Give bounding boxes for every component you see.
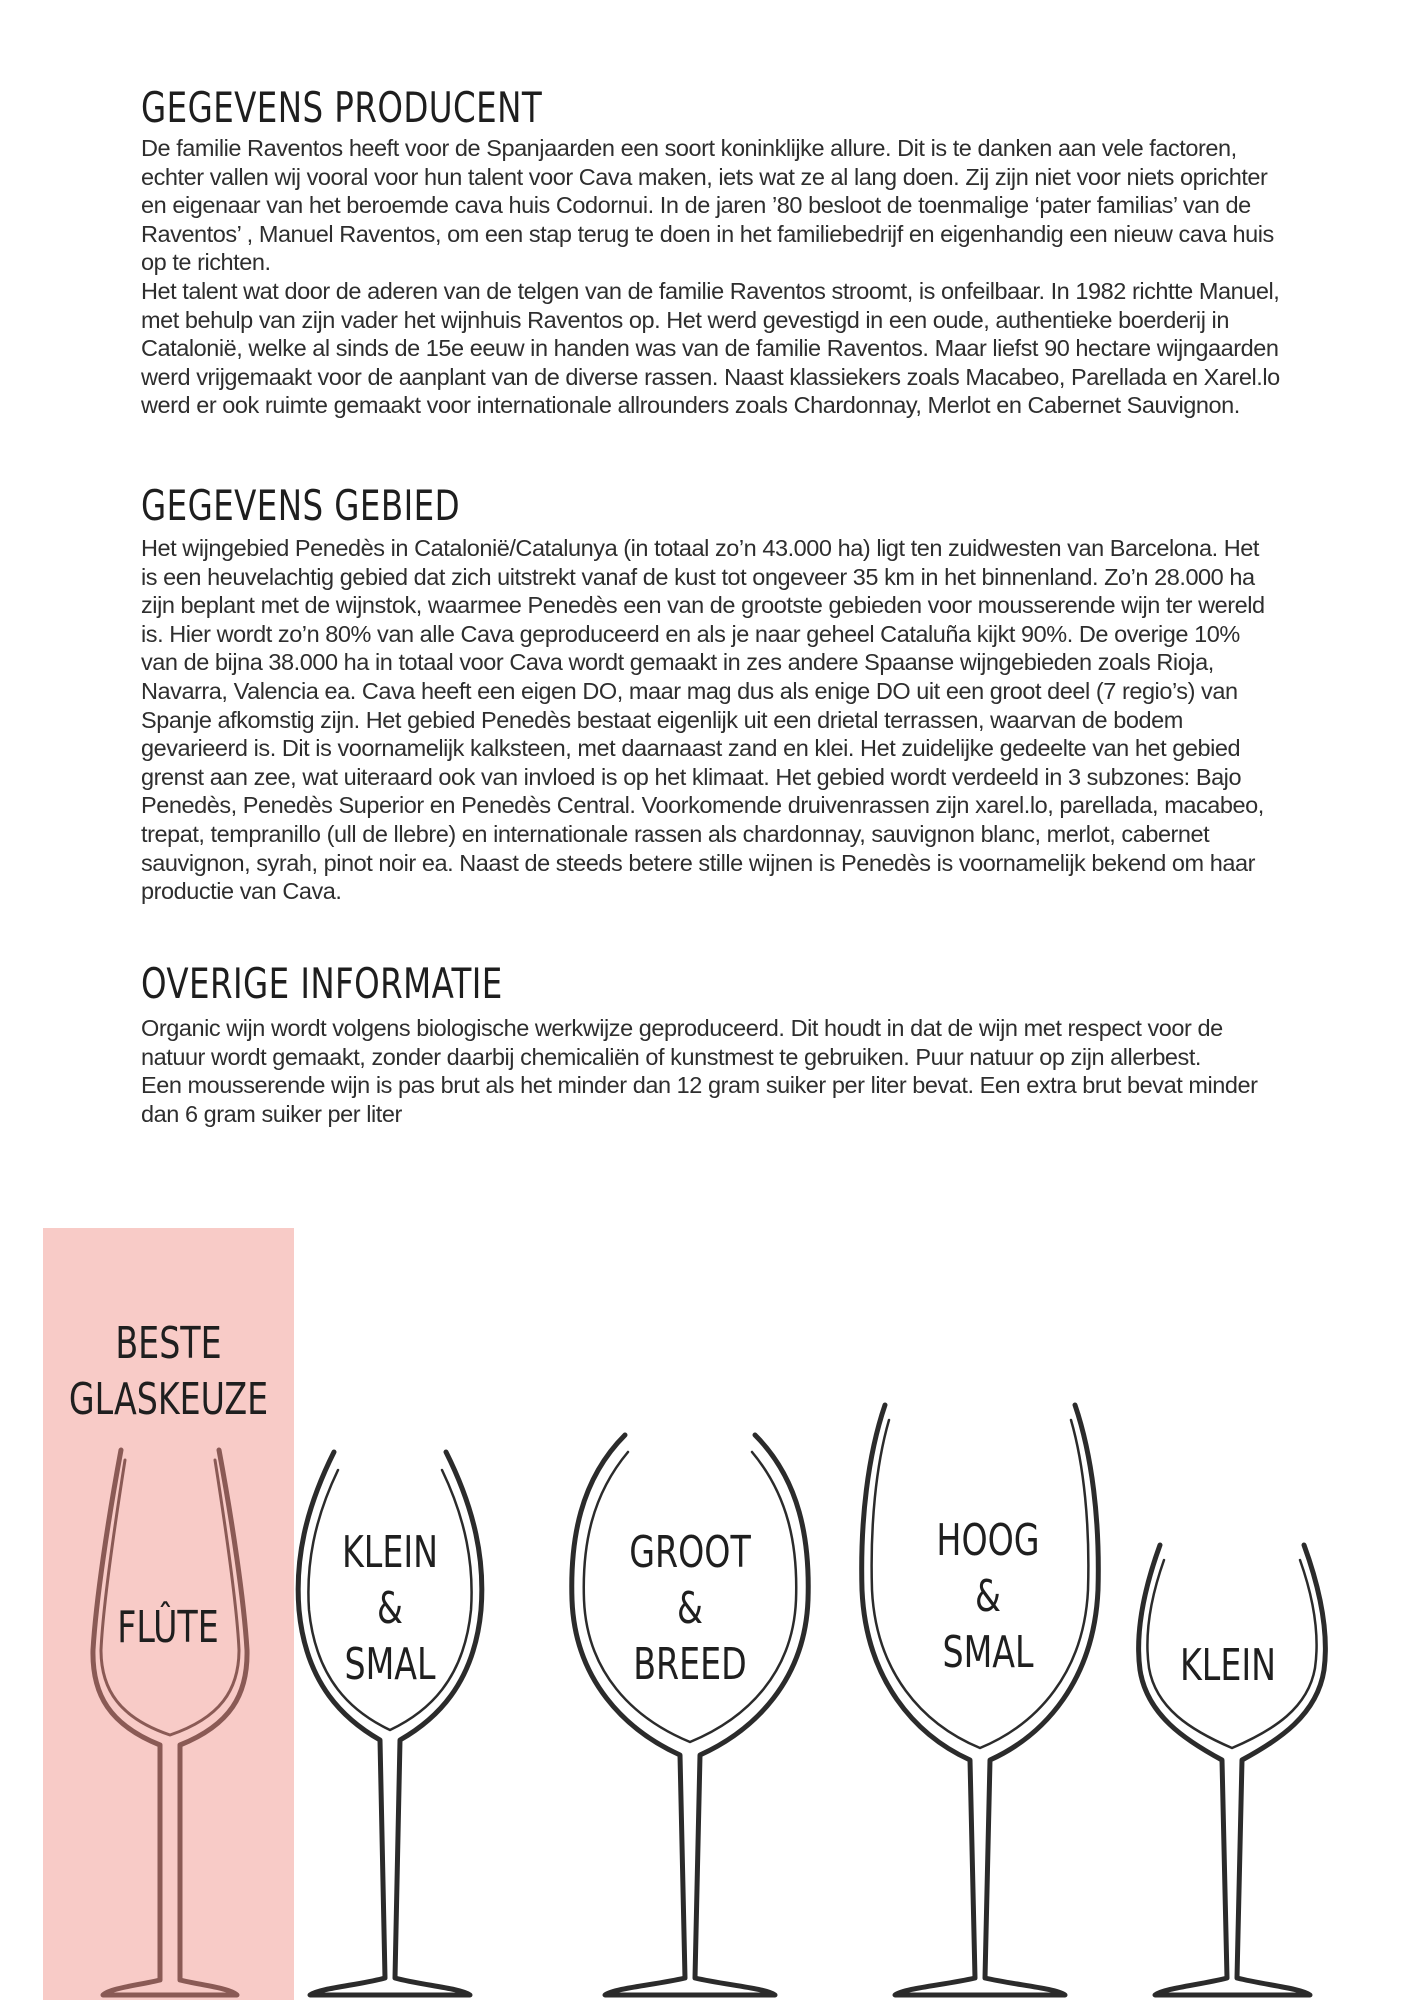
glass-label-line: BREED (633, 1639, 747, 1690)
small-narrow-glass-label (306, 1525, 474, 1693)
best-glass-title-line: GLASKEUZE (68, 1374, 269, 1425)
tall-narrow-glass-icon (862, 1405, 1099, 1995)
best-glass-title-line: BESTE (115, 1318, 222, 1369)
glass-label-line: & (677, 1583, 703, 1634)
small-glass-icon (1139, 1545, 1326, 1995)
glass-label-line: & (975, 1571, 1001, 1622)
flute-glass-icon (93, 1450, 247, 1995)
large-wide-glass-icon (572, 1435, 808, 1995)
glass-label-line: SMAL (942, 1627, 1034, 1678)
other-info-paragraph: Organic wijn wordt volgens biologische werkwijze geproduceerd. Dit houdt in dat de wijn met respect voor de natuur wordt gemaakt, zonder daarbij chemicaliën of kunstmest te gebruiken. Puur natuur op zijn allerbest. (141, 1015, 1223, 1070)
glass-label-line: HOOG (936, 1515, 1040, 1566)
region-paragraph: Het wijngebied Penedès in Catalonië/Catalunya (in totaal zo’n 43.000 ha) ligt ten zuidwesten van Barcelona. Het is een heuvelachtig gebied dat zich uitstrekt vanaf de kust tot ongeveer 35 km in het binnenland. Zo’n 28.000 ha zijn beplant met de wijnstok, waarmee Penedès een van de grootste gebieden voor mousserende wijn ter wereld is. Hier wordt zo’n 80% van alle Cava geproduceerd en als je naar geheel Cataluña kijkt 90%. De overige 10% van de bijna 38.000 ha in totaal voor Cava wordt gemaakt in zes andere Spaanse wijngebieden zoals Rioja, Navarra, Valencia ea. Cava heeft een eigen DO, maar mag dus als enige DO uit een groot deel (7 regio’s) van Spanje afkomstig zijn. Het gebied Penedès bestaat eigenlijk uit een drietal terrassen, waarvan de bodem gevarieerd is. Dit is voornamelijk kalksteen, met daarnaast zand en klei. Het zuidelijke gedeelte van het gebied grenst aan zee, wat uiteraard ook van invloed is op het klimaat. Het gebied wordt verdeeld in 3 subzones: Bajo Penedès, Penedès Superior en Penedès Central. Voorkomende druivenrassen zijn xarel.lo, parellada, macabeo, trepat, tempranillo (ull de llebre) en internationale rassen als chardonnay, sauvignon blanc, merlot, cabernet sauvignon, syrah, pinot noir ea. Naast de steeds betere stille wijnen is Penedès is voornamelijk bekend om haar productie van Cava. (141, 535, 1265, 905)
producer-paragraph: Het talent wat door de aderen van de telgen van de familie Raventos stroomt, is onfeilbaar. In 1982 richtte Manuel, met behulp van zijn vader het wijnhuis Raventos op. Het werd gevestigd in een oude, authentieke boerderij in Catalonië, welke al sinds de 15e eeuw in handen was van de familie Raventos. Maar liefst 90 hectare wijngaarden werd vrijgemaakt voor de aanplant van de diverse rassen. Naast klassiekers zoals Macabeo, Parellada en Xarel.lo werd er ook ruimte gemaakt voor internationale allrounders zoals Chardonnay, Merlot en Cabernet Sauvignon. (141, 277, 1280, 419)
small-glass-label (1144, 1638, 1312, 1694)
glass-label-line: FLÛTE (117, 1602, 219, 1653)
other-info-paragraph: Een mousserende wijn is pas brut als het minder dan 12 gram suiker per liter bevat. Een extra brut bevat minder dan 6 gram suiker per liter (141, 1072, 1258, 1127)
large-wide-glass-label (606, 1525, 774, 1693)
glass-label-line: & (377, 1583, 403, 1634)
producer-paragraph: De familie Raventos heeft voor de Spanjaarden een soort koninklijke allure. Dit is te danken aan vele factoren, echter vallen wij vooral voor hun talent voor Cava maken, iets wat ze al lang doen. Zij zijn niet voor niets oprichter en eigenaar van het beroemde cava huis Codornui. In de jaren ’80 besloot de toenmalige ‘pater familias’ van de Raventos’ , Manuel Raventos, om een stap terug te doen in het familiebedrijf en eigenhandig een nieuw cava huis op te richten. (141, 135, 1274, 276)
glass-label-line: GROOT (629, 1527, 751, 1578)
glass-label-line: KLEIN (342, 1527, 438, 1578)
tall-narrow-glass-label (904, 1513, 1072, 1681)
flute-glass-label (84, 1600, 252, 1656)
other-info-heading: OVERIGE INFORMATIE (141, 959, 503, 1008)
region-heading: GEGEVENS GEBIED (141, 481, 461, 530)
glass-label-line: SMAL (344, 1639, 436, 1690)
glass-label-line: KLEIN (1180, 1640, 1276, 1691)
producer-heading: GEGEVENS PRODUCENT (141, 83, 543, 132)
